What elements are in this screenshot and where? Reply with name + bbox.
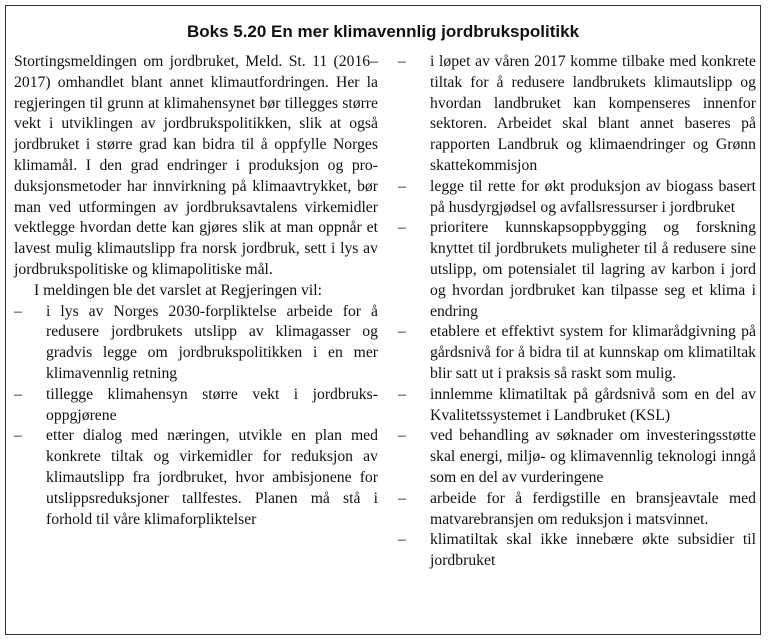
right-column: [398, 52, 756, 572]
list-item-text: i løpet av våren 2017 komme tilbake med konkrete tiltak for å redusere landbrukets klimautslipp og hvordan landbruket kan kompenseres innenfor sektoren. Arbeidet skal blant annet baseres på rapporten Landbruk og klimaendringer og Grønn skattekommisjon: [430, 53, 756, 174]
list-item-text: arbeide for å ferdigstille en bransjeavtale med matvarebransjen om reduksjon i matsvinnet.: [430, 489, 756, 528]
list-item-text: innlemme klimatiltak på gårdsnivå som en del av Kvalitetssystemet i Landbruket (KSL): [430, 385, 756, 424]
list-item: [398, 426, 756, 488]
dash-marker: –: [398, 385, 406, 403]
list-item-text: ved behandling av søknader om investeringsstøtte skal energi, miljø- og klimavennlig teknologi inngå som en del av vurderingene: [430, 427, 756, 486]
dash-marker: –: [398, 177, 406, 195]
list-item: [14, 385, 378, 427]
list-item: [398, 489, 756, 531]
list-item-text: klimatiltak skal ikke innebære økte subsidier til jordbruket: [430, 531, 756, 570]
list-item: [398, 177, 756, 219]
list-item-text: etter dialog med næringen, utvikle en plan med konkrete tiltak og virkemidler for reduksjon av klimautslipp fra jordbruket, hvor ambisjonene for utslippsreduksjoner tallfestes. Planen må stå i forhold til våre klimaforpliktelser: [46, 427, 378, 528]
list-item-text: legge til rette for økt produksjon av biogass basert på husdyrgjødsel og avfallsressurser i jordbruket: [430, 177, 756, 216]
list-item: [14, 426, 378, 530]
dash-marker: –: [14, 302, 22, 320]
list-item: [14, 302, 378, 385]
left-column: [14, 52, 378, 530]
dash-marker: –: [398, 489, 406, 507]
dash-marker: –: [14, 385, 22, 403]
list-item: [398, 218, 756, 322]
list-item-text: etablere et effektivt system for klimarådgivning på gårdsnivå for å bidra til at kunnskap om klimatiltak blir satt ut i praksis så raskt som mulig.: [430, 323, 756, 382]
dash-marker: –: [398, 531, 406, 549]
list-item: [398, 52, 756, 177]
left-bullet-list: [14, 302, 378, 531]
box-title: Boks 5.20 En mer klimavennlig jordbrukspolitikk: [186, 22, 580, 41]
dash-marker: –: [398, 219, 406, 237]
dash-marker: –: [14, 427, 22, 445]
right-bullet-list: [398, 52, 756, 572]
list-item: [398, 385, 756, 427]
list-item: [398, 530, 756, 572]
lead-paragraph: I meldingen ble det varslet at Regjeringen vil:: [34, 281, 322, 299]
dash-marker: –: [398, 323, 406, 341]
list-item-text: i lys av Norges 2030-forpliktelse arbeide for å redusere jordbrukets utslipp av klimagasser og gradvis legge om jordbrukspolitikken i en mer klimavennlig retning: [46, 302, 378, 382]
text-box: [5, 5, 761, 635]
dash-marker: –: [398, 427, 406, 445]
list-item: [398, 322, 756, 384]
dash-marker: –: [398, 53, 406, 70]
list-item-text: tillegge klimahensyn større vekt i jordbruksoppgjørene: [46, 385, 378, 424]
intro-paragraph: Stortingsmeldingen om jordbruket, Meld. St. 11 (2016–2017) omhandlet blant annet klimautfordringen. Her la regjeringen til grunn at klimahensynet bør tillegges større vekt i utviklingen av jordbrukspolitikken, slik at også jordbruket i større grad kan bidra til å oppfylle Norges klimamål. I den grad endringer i produksjon og produksjonsmetoder har innvirkning på klimaavtrykket, bør man ved utformingen av jordbruksavtalens virkemidler vektlegge hvordan dette kan gjøres slik at man oppnår et lavest mulig klimautslipp fra norsk jordbruk, sett i lys av jordbrukspolitiske og klimapolitiske mål.: [14, 53, 378, 278]
list-item-text: prioritere kunnskapsoppbygging og forskning knyttet til jordbrukets muligheter til å redusere sine utslipp, om potensialet til lagring av karbon i jord og hvordan jordbruket kan tilpasse seg et klima i endring: [430, 219, 756, 320]
